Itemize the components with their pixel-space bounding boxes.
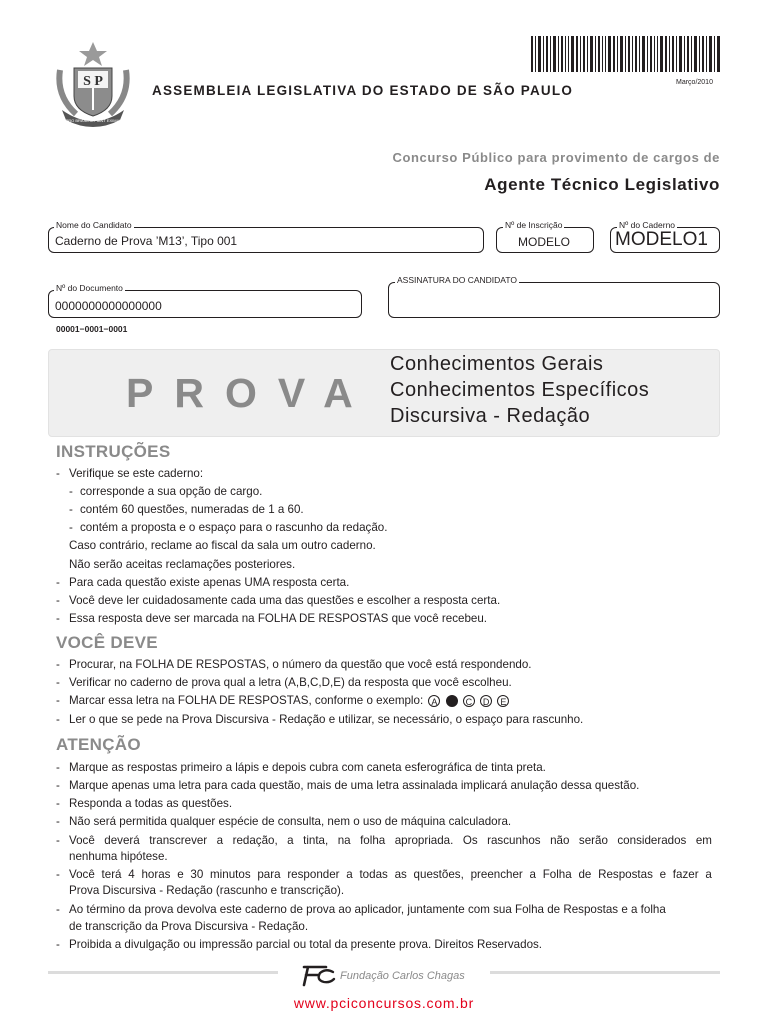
- example-bubble-a: A: [428, 695, 440, 707]
- source-url: www.pciconcursos.com.br: [293, 995, 475, 1011]
- bullet-dash: -: [56, 797, 60, 810]
- word: a: [529, 868, 536, 881]
- footer-rule-right: [490, 971, 720, 974]
- bullet-dash: -: [56, 938, 60, 951]
- job-title: Agente Técnico Legislativo: [484, 175, 720, 194]
- example-bubble-e: E: [497, 695, 509, 707]
- instruction-line: Verifique se este caderno:: [69, 467, 204, 480]
- instruction-line: contém a proposta e o espaço para o rascunho da redação.: [80, 521, 388, 534]
- word: não: [550, 834, 570, 847]
- word: apropriada.: [394, 834, 454, 847]
- attention-line-justified: [69, 868, 712, 881]
- exam-word: PROVA: [126, 370, 374, 416]
- must-do-line: Marcar essa letra na FOLHA DE RESPOSTAS, conforme o exemplo:: [69, 694, 424, 707]
- word: horas: [141, 868, 171, 881]
- word: responder: [287, 868, 340, 881]
- word: transcrever: [149, 834, 208, 847]
- signature-field: [388, 282, 720, 318]
- word: a: [346, 868, 353, 881]
- section-title-instructions: INSTRUÇÕES: [56, 442, 171, 461]
- word: Os: [462, 834, 478, 847]
- instruction-line: Essa resposta deve ser marcada na FOLHA DE RESPOSTAS que você recebeu.: [69, 612, 488, 625]
- word: em: [695, 834, 712, 847]
- word: folha: [360, 834, 386, 847]
- sao-paulo-coat-of-arms: [54, 40, 132, 128]
- bullet-dash: -: [56, 676, 60, 689]
- word: preencher: [470, 868, 523, 881]
- must-do-line: Ler o que se pede na Prova Discursiva - Redação e utilizar, se necessário, o espaço para rascunho.: [69, 713, 584, 726]
- word: Folha: [542, 868, 572, 881]
- bullet-dash: -: [56, 658, 60, 671]
- subject-specific: Conhecimentos Específicos: [390, 379, 650, 401]
- barcode: [531, 36, 720, 72]
- bullet-dash: -: [56, 594, 60, 607]
- section-title-attention: ATENÇÃO: [56, 735, 141, 754]
- booklet-number-value: MODELO1: [615, 229, 708, 250]
- bullet-dash: -: [56, 576, 60, 589]
- document-number-label: Nº do Documento: [56, 283, 123, 293]
- word: as: [394, 868, 407, 881]
- word: terá: [101, 868, 122, 881]
- bullet-dash: -: [56, 612, 60, 625]
- word: rascunhos: [487, 834, 541, 847]
- word: fazer: [672, 868, 699, 881]
- word: 30: [190, 868, 204, 881]
- print-date: Março/2010: [676, 79, 713, 86]
- attention-line: Responda a todas as questões.: [69, 797, 233, 810]
- word: Você: [69, 834, 95, 847]
- instruction-line: Para cada questão existe apenas UMA resposta certa.: [69, 576, 350, 589]
- word: questões,: [413, 868, 464, 881]
- svg-text:S P: S P: [83, 74, 103, 89]
- word: e: [177, 868, 184, 881]
- word: serão: [578, 834, 608, 847]
- word: redação,: [232, 834, 278, 847]
- word: a: [216, 834, 224, 847]
- instruction-line: Não serão aceitas reclamações posteriores.: [69, 558, 296, 571]
- fcc-logo-icon: [300, 963, 336, 987]
- attention-line: Ao término da prova devolva este caderno de prova ao aplicador, juntamente com sua Folha de Respostas e a folha: [69, 903, 666, 916]
- word: de: [578, 868, 592, 881]
- attention-line: Marque apenas uma letra para cada questão, mais de uma letra assinalada implicará anulação dessa questão.: [69, 779, 640, 792]
- bullet-dash: -: [56, 467, 60, 480]
- word: minutos: [210, 868, 251, 881]
- sub-bullet-dash: -: [69, 485, 73, 498]
- bullet-dash: -: [56, 694, 60, 707]
- booklet-code: 00001−0001−0001: [56, 324, 128, 334]
- word: deverá: [104, 834, 140, 847]
- attention-line: Marque as respostas primeiro a lápis e depois cubra com caneta esferográfica de tinta preta.: [69, 761, 546, 774]
- candidate-name-value: Caderno de Prova ’M13’, Tipo 001: [55, 234, 238, 248]
- example-bubble-b-filled: [446, 695, 458, 707]
- attention-line: nenhuma hipótese.: [69, 850, 168, 863]
- bullet-dash: -: [56, 903, 60, 916]
- word: a: [287, 834, 294, 847]
- example-bubble-d: D: [480, 695, 492, 707]
- document-number-value: 0000000000000000: [55, 299, 162, 313]
- attention-line: de transcrição da Prova Discursiva - Redação.: [69, 920, 309, 933]
- word: considerados: [617, 834, 687, 847]
- word: todas: [359, 868, 388, 881]
- word: tinta,: [303, 834, 329, 847]
- bullet-dash: -: [56, 779, 60, 792]
- subject-general: Conhecimentos Gerais: [390, 353, 604, 375]
- booklet-number-label: Nº do Caderno: [619, 220, 676, 230]
- word: na: [337, 834, 351, 847]
- attention-line: Prova Discursiva - Redação (rascunho e transcrição).: [69, 884, 345, 897]
- word: a: [705, 868, 712, 881]
- instruction-line: Caso contrário, reclame ao fiscal da sala um outro caderno.: [69, 539, 376, 552]
- word: e: [659, 868, 667, 881]
- instruction-line: corresponde a sua opção de cargo.: [80, 485, 263, 498]
- signature-label: ASSINATURA DO CANDIDATO: [397, 275, 517, 285]
- word: Respostas: [598, 868, 653, 881]
- must-do-line-example: [69, 694, 509, 707]
- bullet-dash: -: [56, 868, 60, 881]
- foundation-name: Fundação Carlos Chagas: [340, 970, 465, 982]
- exam-subtitle: Concurso Público para provimento de cargos de: [392, 150, 720, 165]
- must-do-line: Procurar, na FOLHA DE RESPOSTAS, o número da questão que você está respondendo.: [69, 658, 532, 671]
- example-bubble-c: C: [463, 695, 475, 707]
- word: Você: [69, 868, 95, 881]
- bullet-dash: -: [56, 713, 60, 726]
- bullet-dash: -: [56, 834, 60, 847]
- candidate-name-label: Nome do Candidato: [56, 220, 132, 230]
- instruction-line: Você deve ler cuidadosamente cada uma das questões e escolher a resposta certa.: [69, 594, 501, 607]
- word: para: [257, 868, 281, 881]
- bullet-dash: -: [56, 761, 60, 774]
- registration-number-label: Nº de Inscrição: [505, 220, 563, 230]
- footer-rule-left: [48, 971, 278, 974]
- bullet-dash: -: [56, 815, 60, 828]
- instruction-line: contém 60 questões, numeradas de 1 a 60.: [80, 503, 304, 516]
- attention-line-justified: [69, 834, 712, 847]
- sub-bullet-dash: -: [69, 521, 73, 534]
- svg-text:PRO BRASILIA FIANT EXIMIA: PRO BRASILIA FIANT EXIMIA: [65, 118, 121, 123]
- sub-bullet-dash: -: [69, 503, 73, 516]
- attention-line: Proibida a divulgação ou impressão parcial ou total da presente prova. Direitos Reservados.: [69, 938, 543, 951]
- must-do-line: Verificar no caderno de prova qual a letra (A,B,C,D,E) da resposta que você escolheu.: [69, 676, 512, 689]
- section-title-must-do: VOCÊ DEVE: [56, 633, 158, 652]
- word: 4: [128, 868, 135, 881]
- subject-essay: Discursiva - Redação: [390, 405, 591, 427]
- registration-number-value: MODELO: [518, 235, 571, 249]
- organization-name: ASSEMBLEIA LEGISLATIVA DO ESTADO DE SÃO PAULO: [152, 83, 574, 98]
- attention-line: Não será permitida qualquer espécie de consulta, nem o uso de máquina calculadora.: [69, 815, 512, 828]
